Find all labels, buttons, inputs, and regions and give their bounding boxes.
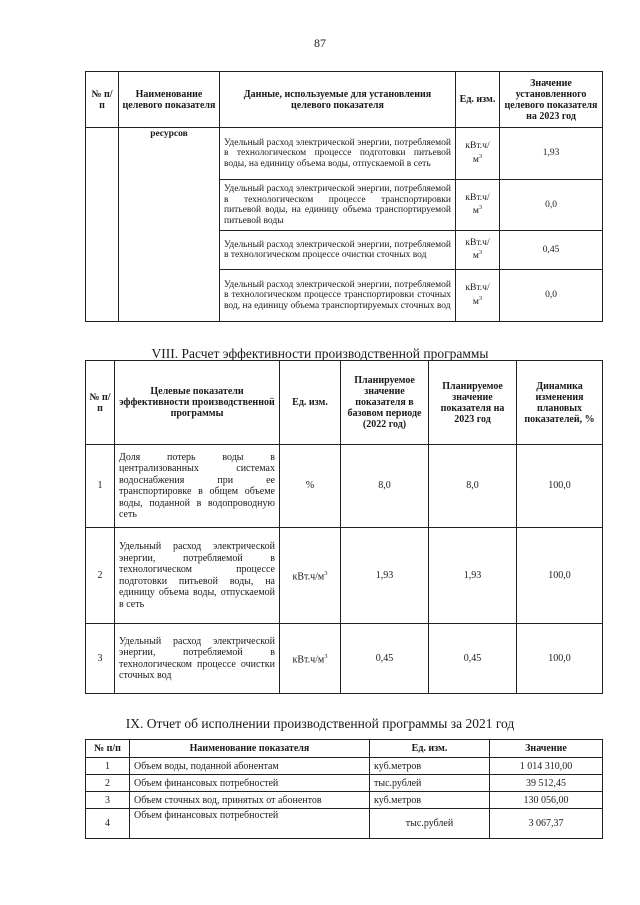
header-num: № п/п: [86, 740, 130, 758]
header-base: Планируемое значение показателя в базовом периоде (2022 год): [341, 361, 429, 445]
row-desc: Удельный расход электрической энергии, потребляемой в технологическом процессе транспортировки питьевой воды, на единицу объема транспортируемой питьевой воды: [220, 180, 456, 231]
row-desc: Доля потерь воды в централизованных системах водоснабжения при ее транспортировке в общем объеме воды, поданной в водопроводную сеть: [115, 445, 280, 528]
table-row: [86, 809, 603, 839]
table-row: [86, 775, 603, 792]
row-value: 1,93: [500, 128, 603, 180]
row-value: 0,45: [500, 231, 603, 270]
header-unit: Ед. изм.: [370, 740, 490, 758]
row-num: 2: [86, 775, 130, 792]
efficiency-table: [85, 360, 603, 694]
row-name: Объем финансовых потребностей: [130, 775, 370, 792]
table-row: [86, 792, 603, 809]
row-unit: куб.метров: [370, 792, 490, 809]
header-data: Данные, используемые для установления целевого показателя: [220, 72, 456, 128]
row-num: 1: [86, 445, 115, 528]
row-unit: куб.метров: [370, 758, 490, 775]
header-name: Наименование целевого показателя: [119, 72, 220, 128]
row-unit: $кВт.ч/м^3$: [280, 528, 341, 624]
row-value: 0,0: [500, 270, 603, 322]
row-desc: Удельный расход электрической энергии, потребляемой в технологическом процессе транспортировки сточных вод, на единицу объема транспортируемых сточных вод: [220, 270, 456, 322]
row-unit: кВт.ч/ $м^3$: [456, 128, 500, 180]
header-name: Целевые показатели эффективности производственной программы: [115, 361, 280, 445]
row-desc: Удельный расход электрической энергии, потребляемой в технологическом процессе очистки сточных вод: [115, 624, 280, 694]
row-desc: Удельный расход электрической энергии, потребляемой в технологическом процессе очистки сточных вод: [220, 231, 456, 270]
row-num: 3: [86, 792, 130, 809]
table-row: [86, 758, 603, 775]
row-unit: %: [280, 445, 341, 528]
section-8-title: VIII. Расчет эффективности производственной программы: [151, 346, 489, 361]
row-num: 4: [86, 809, 130, 839]
row-dynamics: 100,0: [517, 624, 603, 694]
table-row: [86, 128, 603, 180]
header-unit: Ед. изм.: [280, 361, 341, 445]
section-9-title: IX. Отчет об исполнении производственной программы за 2021 год: [125, 716, 515, 731]
table-row: [86, 624, 603, 694]
row-unit: $кВт.ч/м^3$: [280, 624, 341, 694]
target-indicators-table: [85, 71, 603, 322]
row-value: 39 512,45: [490, 775, 603, 792]
header-value: Значение установленного целевого показателя на 2023 год: [500, 72, 603, 128]
row-name: Объем воды, поданной абонентам: [130, 758, 370, 775]
table-header-row: [86, 72, 603, 128]
row-base: 8,0: [341, 445, 429, 528]
row-unit: кВт.ч/ $м^3$: [456, 180, 500, 231]
row-num: 2: [86, 528, 115, 624]
header-name: Наименование показателя: [130, 740, 370, 758]
row-desc: Удельный расход электрической энергии, потребляемой в технологическом процессе подготовки питьевой воды, на единицу объема воды, отпускаемой в сеть: [115, 528, 280, 624]
header-num: № п/п: [86, 361, 115, 445]
row-num: 3: [86, 624, 115, 694]
row-plan: 1,93: [429, 528, 517, 624]
table-row: [86, 445, 603, 528]
header-plan: Планируемое значение показателя на 2023 год: [429, 361, 517, 445]
row-value: 130 056,00: [490, 792, 603, 809]
row-plan: 8,0: [429, 445, 517, 528]
row-dynamics: 100,0: [517, 528, 603, 624]
row-base: 0,45: [341, 624, 429, 694]
header-unit: Ед. изм.: [456, 72, 500, 128]
row-unit: тыс.рублей: [370, 775, 490, 792]
row-name: Объем сточных вод, принятых от абонентов: [130, 792, 370, 809]
row-plan: 0,45: [429, 624, 517, 694]
row-unit: тыс.рублей: [370, 809, 490, 839]
row-name: Объем финансовых потребностей: [130, 809, 370, 839]
header-dynamics: Динамика изменения плановых показателей, %: [517, 361, 603, 445]
header-num: № п/п: [86, 72, 119, 128]
table-header-row: [86, 361, 603, 445]
row-base: 1,93: [341, 528, 429, 624]
table-row: [86, 528, 603, 624]
row-unit: кВт.ч/ $м^3$: [456, 231, 500, 270]
page-number: 87: [314, 36, 326, 50]
table-header-row: [86, 740, 603, 758]
report-table: [85, 739, 603, 839]
row-unit: кВт.ч/ $м^3$: [456, 270, 500, 322]
category-cell: ресурсов: [119, 128, 220, 322]
row-dynamics: 100,0: [517, 445, 603, 528]
row-value: 0,0: [500, 180, 603, 231]
header-value: Значение: [490, 740, 603, 758]
row-value: 1 014 310,00: [490, 758, 603, 775]
row-value: 3 067,37: [490, 809, 603, 839]
row-num: 1: [86, 758, 130, 775]
row-desc: Удельный расход электрической энергии, потребляемой в технологическом процессе подготовки питьевой воды, на единицу объема воды, отпускаемой в сеть: [220, 128, 456, 180]
